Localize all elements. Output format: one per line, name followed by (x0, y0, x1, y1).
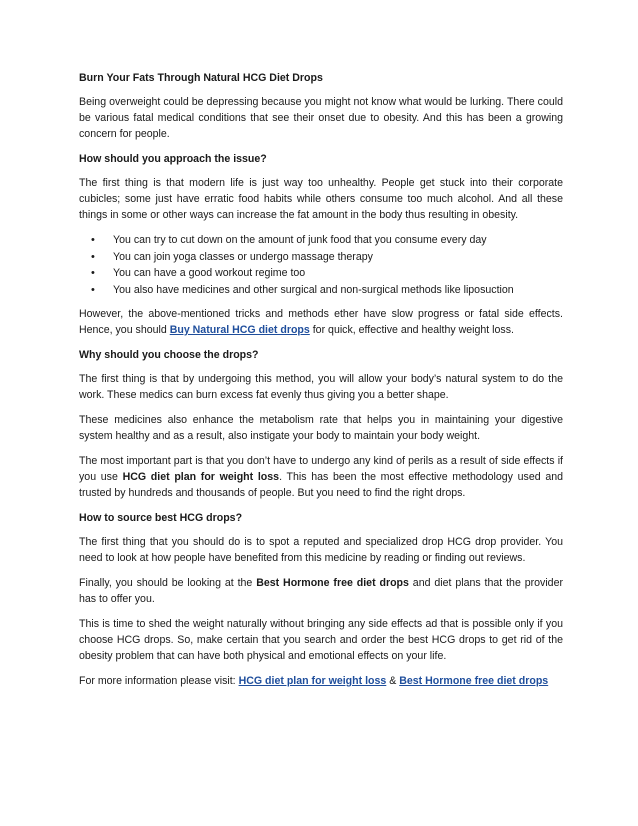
list-item: • You can try to cut down on the amount of junk food that you consume every day (113, 232, 563, 249)
hormone-free-bold: Best Hormone free diet drops (256, 577, 409, 589)
why-paragraph-1: The first thing is that by undergoing this method, you will allow your body’s natural system to do the work. These medics can burn excess fat evenly thus giving you a better shape. (79, 373, 563, 401)
hormone-free-drops-link[interactable]: Best Hormone free diet drops (399, 675, 549, 687)
however-text: However, the above-mentioned tricks and methods ether have slow progress or fatal side effects. Hence, you should (79, 308, 563, 336)
section-heading-approach: How should you approach the issue? (79, 153, 267, 165)
why-paragraph-3 (79, 453, 563, 501)
however-text-end: for quick, effective and healthy weight loss. (309, 324, 514, 336)
source-text: Finally, you should be looking at the (79, 577, 257, 589)
more-info-paragraph (79, 673, 563, 689)
source-paragraph-3: This is time to shed the weight naturally without bringing any side effects ad that is possible only if you choose HCG drops. So, make certain that you search and order the best HCG drops to get rid of the obesity problem that can have both physical and emotional effects on your life. (79, 618, 563, 662)
why-text: The most important part is that you don’t have to undergo any kind of perils as a result of side effects if you use (79, 455, 563, 483)
list-item: • You can join yoga classes or undergo massage therapy (113, 249, 563, 266)
hcg-plan-bold: HCG diet plan for weight loss (122, 471, 280, 483)
why-text-end: . This has been the most effective methodology used and trusted by hundreds and thousands of people. But you need to find the right drops. (79, 471, 563, 499)
hcg-diet-plan-link[interactable]: HCG diet plan for weight loss (238, 675, 387, 687)
source-text-end: and diet plans that the provider has to offer you. (79, 577, 563, 605)
approach-paragraph: The first thing is that modern life is just way too unhealthy. People get stuck into their corporate cubicles; some just have erratic food habits while others consume too much alcohol. And all these things in some or other ways can increase the fat amount in the body thus resulting in obesity. (79, 177, 563, 221)
buy-hcg-drops-link[interactable]: Buy Natural HCG diet drops (169, 324, 310, 336)
section-heading-why: Why should you choose the drops? (79, 349, 259, 361)
document-page (79, 70, 563, 698)
ampersand: & (386, 675, 400, 687)
source-paragraph-2 (79, 575, 563, 607)
tips-list (79, 232, 563, 298)
list-item: • You also have medicines and other surgical and non-surgical methods like liposuction (113, 282, 563, 299)
intro-paragraph: Being overweight could be depressing because you might not know what would be lurking. There could be various fatal medical conditions that see their onset due to obesity. And this has been a growing concern for people. (79, 96, 563, 140)
more-info-text: For more information please visit: (79, 675, 239, 687)
section-heading-source: How to source best HCG drops? (79, 512, 243, 524)
why-paragraph-2: These medicines also enhance the metabolism rate that helps you in maintaining your digestive system healthy and as a result, also instigate your body to maintain your body weight. (79, 414, 563, 442)
document-title: Burn Your Fats Through Natural HCG Diet Drops (79, 72, 323, 84)
however-paragraph (79, 306, 563, 338)
source-paragraph-1: The first thing that you should do is to spot a reputed and specialized drop HCG drop provider. You need to look at how people have benefited from this medicine by reading or finding out reviews. (79, 536, 563, 564)
list-item: • You can have a good workout regime too (113, 265, 563, 282)
